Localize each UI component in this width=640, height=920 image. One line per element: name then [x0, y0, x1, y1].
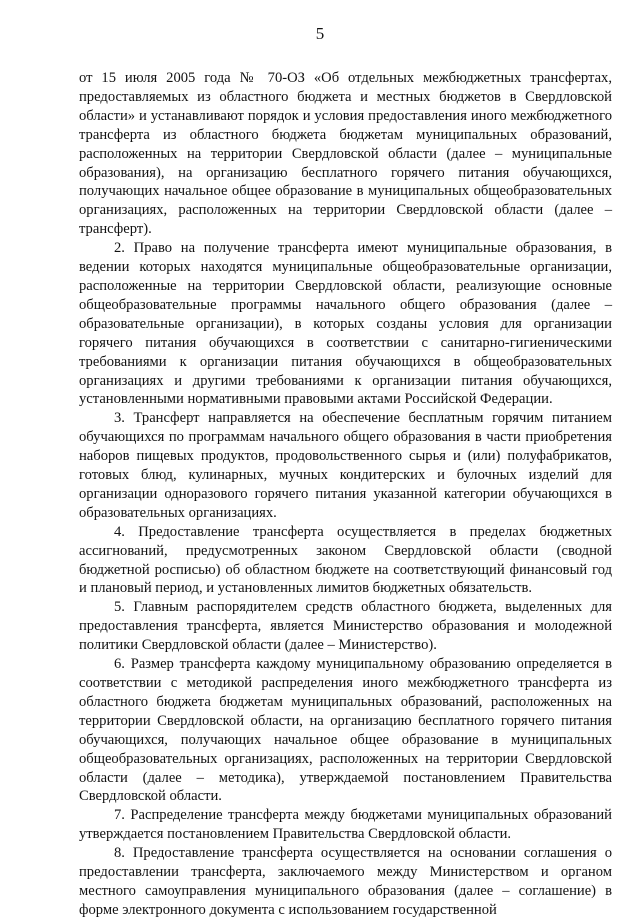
paragraph-7: 7. Распределение трансферта между бюджетами муниципальных образований утверждается постановлением Правительства Свердловской области.	[79, 807, 612, 843]
document-body	[79, 69, 612, 920]
paragraph-5: 5. Главным распорядителем средств областного бюджета, выделенных для предоставления трансферта, является Министерство образования и молодежной политики Свердловской области (далее – Министерство).	[79, 599, 612, 654]
paragraph-8: 8. Предоставление трансферта осуществляется на основании соглашения о предоставлении трансферта, заключаемого между Министерством и органом местного самоуправления муниципального образования (далее – соглашение) в форме электронного документа с использованием государственной	[79, 845, 612, 918]
page-number: 5	[315, 24, 325, 43]
paragraph-2: 2. Право на получение трансферта имеют муниципальные образования, в ведении которых находятся муниципальные общеобразовательные организации, расположенные на территории Свердловской области, реализующие основные общеобразовательные программы начального общего образования (далее – образовательные организации), в которых созданы условия для организации горячего питания обучающихся в соответствии с санитарно-гигиеническими требованиями к организации питания обучающихся в общеобразовательных организациях и другими требованиями к организации питания обучающихся, установленными нормативными правовыми актами Российской Федерации.	[79, 240, 612, 408]
paragraph-4: 4. Предоставление трансферта осуществляется в пределах бюджетных ассигнований, предусмотренных законом Свердловской области (сводной бюджетной росписью) об областном бюджете на соответствующий финансовый год и плановый период, и установленных лимитов бюджетных обязательств.	[79, 523, 612, 597]
paragraph-3: 3. Трансферт направляется на обеспечение бесплатным горячим питанием обучающихся по программам начального общего образования в части приобретения наборов пищевых продуктов, продовольственного сырья и (или) полуфабрикатов, готовых блюд, кулинарных, мучных кондитерских и булочных изделий для организации одноразового горячего питания указанной категории обучающихся в образовательных организациях.	[79, 410, 612, 521]
paragraph-6: 6. Размер трансферта каждому муниципальному образованию определяется в соответствии с методикой распределения иного межбюджетного трансферта из областного бюджета бюджетам муниципальных образований, расположенных на территории Свердловской области, на организацию бесплатного горячего питания обучающихся, получающих начальное общее образование в муниципальных общеобразовательных организациях, расположенных на территории Свердловской области (далее – методика), утверждаемой постановлением Правительства Свердловской области.	[79, 656, 612, 805]
paragraph-1-continuation: от 15 июля 2005 года № 70-ОЗ «Об отдельных межбюджетных трансфертах, предоставляемых из областного бюджета и местных бюджетов в Свердловской области» и устанавливают порядок и условия предоставления иного межбюджетного трансферта из областного бюджета бюджетам муниципальных образований, расположенных на территории Свердловской области (далее – муниципальные образования), на организацию бесплатного горячего питания обучающихся, получающих начальное общее образование в муниципальных общеобразовательных организациях, расположенных на территории Свердловской области (далее – трансферт).	[79, 70, 612, 238]
